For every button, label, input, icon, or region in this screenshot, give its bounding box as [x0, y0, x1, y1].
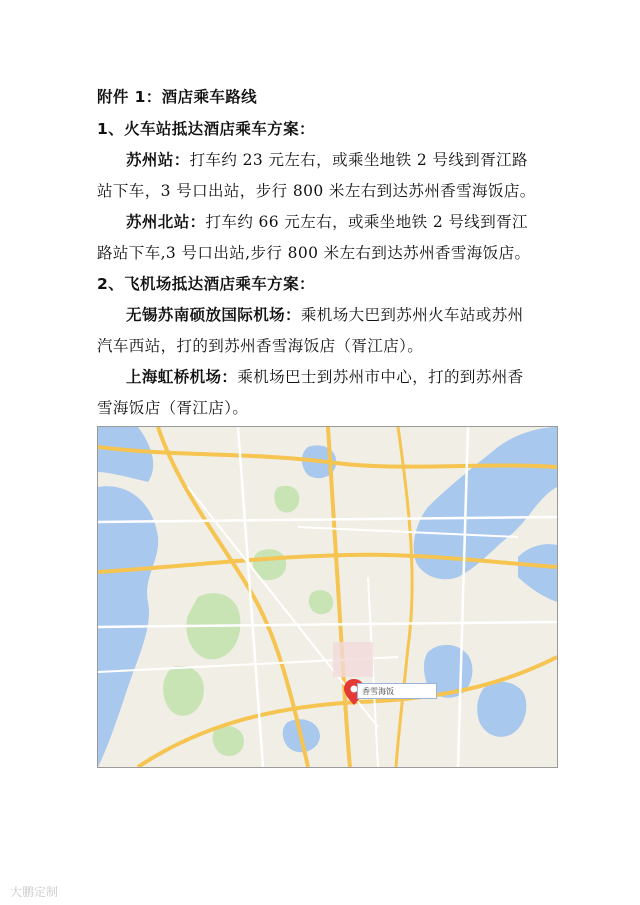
suzhou-station-label: 苏州站：: [126, 151, 190, 169]
suzhou-north-label: 苏州北站：: [126, 213, 206, 231]
suzhou-north-line1: [126, 212, 528, 232]
suzhou-station-line1: [126, 150, 528, 170]
section1-heading: 1、火车站抵达酒店乘车方案：: [97, 120, 315, 138]
route-map: [97, 426, 558, 768]
wuxi-airport-label: 无锡苏南硕放国际机场：: [126, 306, 301, 324]
wuxi-airport-text1: 乘机场大巴到苏州火车站或苏州: [300, 306, 524, 324]
hotel-marker-label: 香雪海饭: [357, 683, 437, 699]
hongqiao-airport-label: 上海虹桥机场：: [126, 368, 238, 386]
suzhou-north-line2: 路站下车,3 号口出站,步行 800 米左右到达苏州香雪海饭店。: [97, 244, 531, 262]
section2-heading: 2、飞机场抵达酒店乘车方案：: [97, 275, 315, 293]
map-canvas: [98, 427, 557, 767]
hongqiao-airport-text1: 乘机场巴士到苏州市中心，打的到苏州香: [237, 368, 524, 386]
watermark: 大鹏定制: [10, 885, 59, 899]
page-title: 附件 1：酒店乘车路线: [97, 88, 258, 106]
suzhou-north-text1: 打车约 66 元左右，或乘坐地铁 2 号线到胥江: [205, 213, 528, 231]
hongqiao-airport-line1: [126, 367, 524, 387]
wuxi-airport-line2: 汽车西站，打的到苏州香雪海饭店（胥江店）。: [97, 337, 424, 355]
hongqiao-airport-line2: 雪海饭店（胥江店）。: [97, 399, 249, 417]
suzhou-station-line2: 站下车，3 号口出站，步行 800 米左右到达苏州香雪海饭店。: [97, 182, 536, 200]
city-center: [333, 642, 373, 677]
suzhou-station-text1: 打车约 23 元左右，或乘坐地铁 2 号线到胥江路: [189, 151, 528, 169]
wuxi-airport-line1: [126, 305, 524, 325]
